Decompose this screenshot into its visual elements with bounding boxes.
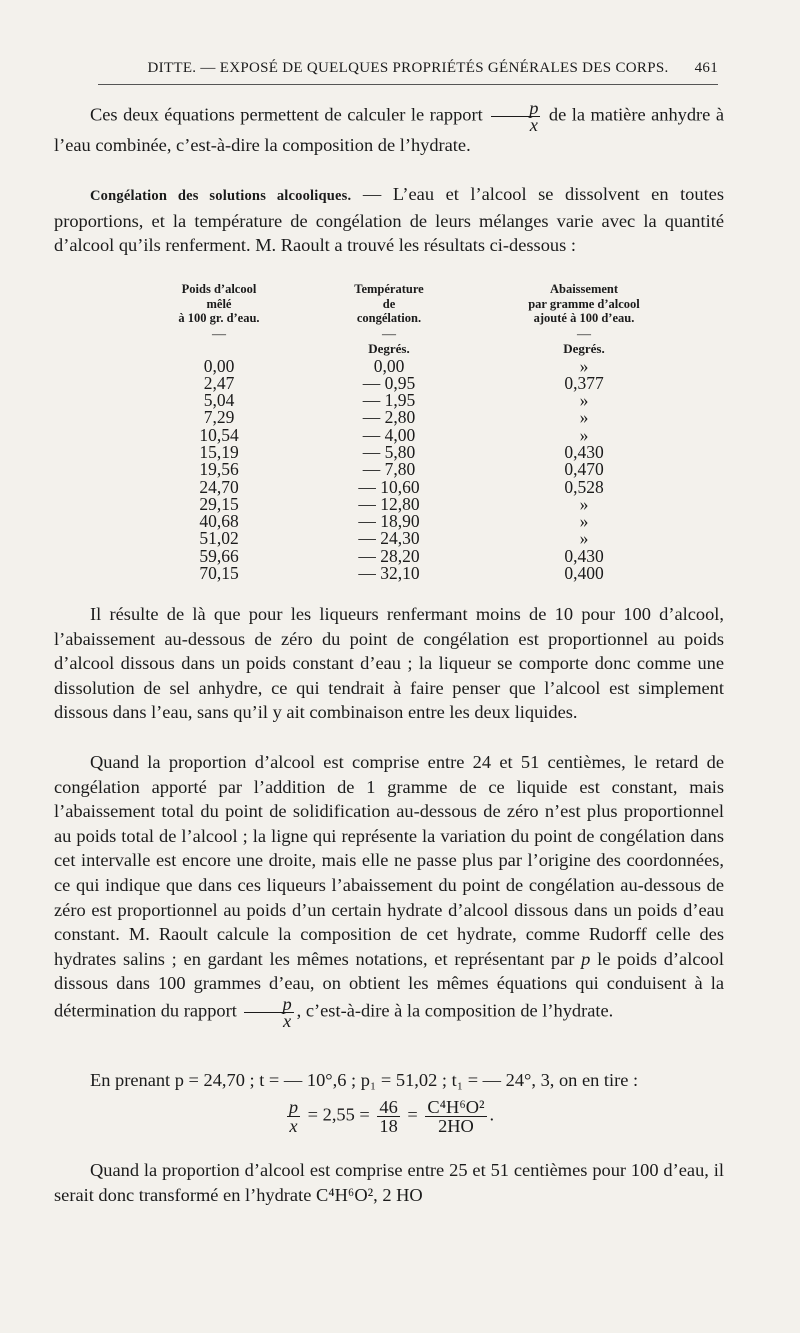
col1-header-line3: à 100 gr. d’eau. (178, 311, 260, 325)
table-cell-r9-c2: » (579, 511, 589, 532)
table-cell-r7-c0: 24,70 (199, 476, 239, 497)
eq-end: . (489, 1104, 495, 1125)
col2-values (314, 355, 464, 584)
col1-header-line1: Poids d’alcool (181, 282, 257, 296)
paragraph-2 (54, 750, 724, 1029)
table-column-lowering (484, 282, 684, 582)
paragraph-2-var: p (581, 948, 591, 969)
col1-header-line2: mêlé (206, 296, 232, 311)
table-cell-r10-c0: 51,02 (199, 528, 239, 549)
table-cell-r5-c0: 15,19 (199, 441, 239, 462)
col2-header-line3: congélation. (356, 311, 422, 325)
table-cell-r11-c1: — 28,20 (358, 545, 420, 566)
intro-paragraph (54, 100, 724, 158)
table-column-temperature (314, 282, 464, 582)
intro-fraction (491, 100, 540, 133)
final-text: Quand la proportion d’alcool est comprise entre 25 et 51 centièmes pour 100 d’eau, il serait donc transformé en l’hydrate C⁴H⁶O², 2 HO (54, 1160, 724, 1205)
table-cell-r1-c0: 2,47 (203, 372, 235, 393)
table-cell-r1-c2: 0,377 (564, 372, 604, 393)
col3-unit: Degrés. (563, 340, 605, 356)
col1-dash: — (212, 326, 226, 342)
intro-text-after: de la matière anhydre à l’eau combinée, c’est-à-dire la composition de l’hydrate. (54, 104, 724, 155)
table-cell-r10-c1: — 24,30 (358, 528, 420, 549)
eq-f2-num: 46 (379, 1097, 398, 1117)
intro-frac-num: p (491, 100, 540, 117)
final-paragraph (54, 1158, 724, 1207)
paragraph-2-text: Quand la proportion d’alcool est comprise entre 24 et 51 centièmes, le retard de congélation apporté par l’addition de 1 gramme de ce liquide est constant, mais l’abaissement total du point de solidification au-dessous de zéro n’est plus proportionnel au poids total de l’alcool ; la ligne qui représente la variation du point de congélation dans cet intervalle est encore une droite, mais elle ne passe plus par l’origine des coordonnées, ce qui indique que dans ces liqueurs l’abaissement du point de congélation au-dessous de zéro est proportionnel au poids d’un certain hydrate d’alcool dissous dans un poids d’eau constant. M. Raoult calcule la composition de cet hydrate, comme Rudorff celle des hydrates salins ; en gardant les mêmes notations, et représentant par (54, 752, 724, 969)
table-cell-r0-c0: 0,00 (203, 355, 235, 376)
paragraph-1 (54, 602, 724, 725)
table-cell-r5-c1: — 5,80 (362, 441, 416, 462)
table-cell-r10-c2: » (579, 528, 589, 549)
table-cell-r4-c0: 10,54 (199, 424, 239, 445)
table-cell-r2-c2: » (579, 390, 589, 411)
table-cell-r3-c0: 7,29 (203, 407, 235, 428)
table-cell-r11-c2: 0,430 (564, 545, 604, 566)
col3-dash: — (577, 326, 591, 342)
eq-f3-den: 2HO (438, 1116, 474, 1136)
page-number: 461 (694, 60, 718, 76)
eq-f2-den: 18 (379, 1116, 398, 1136)
col2-header-line1: Température (354, 282, 424, 296)
p2-frac-num: p (244, 996, 293, 1013)
table-cell-r3-c2: » (579, 407, 589, 428)
values-line-text: En prenant p = 24,70 ; t = — 10°,6 ; p₁ = 51,02 ; t₁ = — 24°, 3, on en tire : (90, 1070, 639, 1090)
equation (54, 1098, 724, 1135)
table-cell-r0-c1: 0,00 (373, 355, 405, 376)
table-cell-r5-c2: 0,430 (564, 441, 604, 462)
section-paragraph (54, 182, 724, 258)
table-cell-r4-c1: — 4,00 (362, 424, 416, 445)
table-cell-r3-c1: — 2,80 (362, 407, 416, 428)
table-cell-r9-c0: 40,68 (199, 511, 239, 532)
intro-text-before: Ces deux équations permettent de calculer le rapport (90, 104, 483, 125)
table-cell-r12-c0: 70,15 (199, 563, 239, 584)
running-header (98, 60, 718, 77)
table-cell-r6-c1: — 7,80 (362, 459, 416, 480)
p2-frac-den: x (282, 1010, 292, 1031)
table-cell-r7-c1: — 10,60 (358, 476, 420, 497)
col3-header-line1: Abaissement (549, 282, 619, 296)
table-cell-r11-c0: 59,66 (199, 545, 239, 566)
table-cell-r9-c1: — 18,90 (358, 511, 420, 532)
table-cell-r6-c2: 0,470 (564, 459, 604, 480)
col3-header-line3: ajouté à 100 d’eau. (533, 311, 635, 325)
paragraph-2-fraction (244, 993, 293, 1031)
col1-values (154, 355, 284, 584)
table-cell-r0-c2: » (579, 355, 589, 376)
table-cell-r2-c0: 5,04 (203, 390, 235, 411)
table-cell-r7-c2: 0,528 (564, 476, 604, 497)
eq-mid: = 2,55 = (307, 1104, 370, 1125)
table-column-alcohol (154, 282, 284, 582)
col3-header-line2: par gramme d’alcool (528, 296, 640, 311)
col2-header-line2: de (382, 296, 396, 311)
header-rule (98, 84, 718, 85)
table-cell-r8-c1: — 12,80 (358, 493, 420, 514)
section-text: — L’eau et l’alcool se dissolvent en toutes proportions, et la température de congélation de leurs mélanges varie avec la quantité d’alcool qu’ils renferment. M. Raoult a trouvé les résultats ci-dessous : (54, 184, 724, 256)
paragraph-1-text: Il résulte de là que pour les liqueurs renfermant moins de 10 pour 100 d’alcool, l’abaissement au-dessous de zéro du point de congélation est proportionnel au poids d’alcool dissous dans un poids constant d’eau ; la liqueur se comporte donc comme une dissolution de sel anhydre, ce qui tendrait à faire penser que l’alcool est simplement dissous dans l’eau, sans qu’il y ait combinaison entre les deux liquides. (54, 604, 724, 723)
section-heading: Congélation des solutions alcooliques. (90, 188, 352, 204)
col2-unit: Degrés. (368, 340, 410, 356)
eq-f3-num: C⁴H⁶O² (427, 1097, 485, 1117)
eq-f1-den: x (289, 1116, 298, 1136)
eq-f1-num: p (288, 1097, 299, 1117)
intro-frac-den: x (529, 115, 538, 135)
table-cell-r12-c1: — 32,10 (358, 563, 420, 584)
header-title: DITTE. — EXPOSÉ DE QUELQUES PROPRIÉTÉS GÉNÉRALES DES CORPS. (147, 60, 669, 76)
table-cell-r8-c0: 29,15 (199, 493, 239, 514)
eq-frac-2 (377, 1098, 399, 1135)
table-cell-r2-c1: — 1,95 (362, 390, 416, 411)
values-line (54, 1068, 724, 1093)
table-cell-r12-c2: 0,400 (564, 563, 604, 584)
paragraph-2-text2: le poids d’alcool dissous dans 100 grammes d’eau, on obtient les mêmes équations qui conduisent à la détermination du rapport (54, 948, 724, 1021)
eq-equals: = (407, 1104, 418, 1125)
table-cell-r6-c0: 19,56 (199, 459, 239, 480)
col3-values (484, 355, 684, 584)
eq-frac-1 (287, 1098, 300, 1135)
table-cell-r1-c1: — 0,95 (362, 372, 416, 393)
table-cell-r8-c2: » (579, 493, 589, 514)
eq-frac-3 (425, 1098, 486, 1135)
paragraph-2-text3: , c’est-à-dire à la composition de l’hydrate. (296, 1000, 614, 1021)
table-cell-r4-c2: » (579, 424, 589, 445)
col2-dash: — (382, 326, 396, 342)
